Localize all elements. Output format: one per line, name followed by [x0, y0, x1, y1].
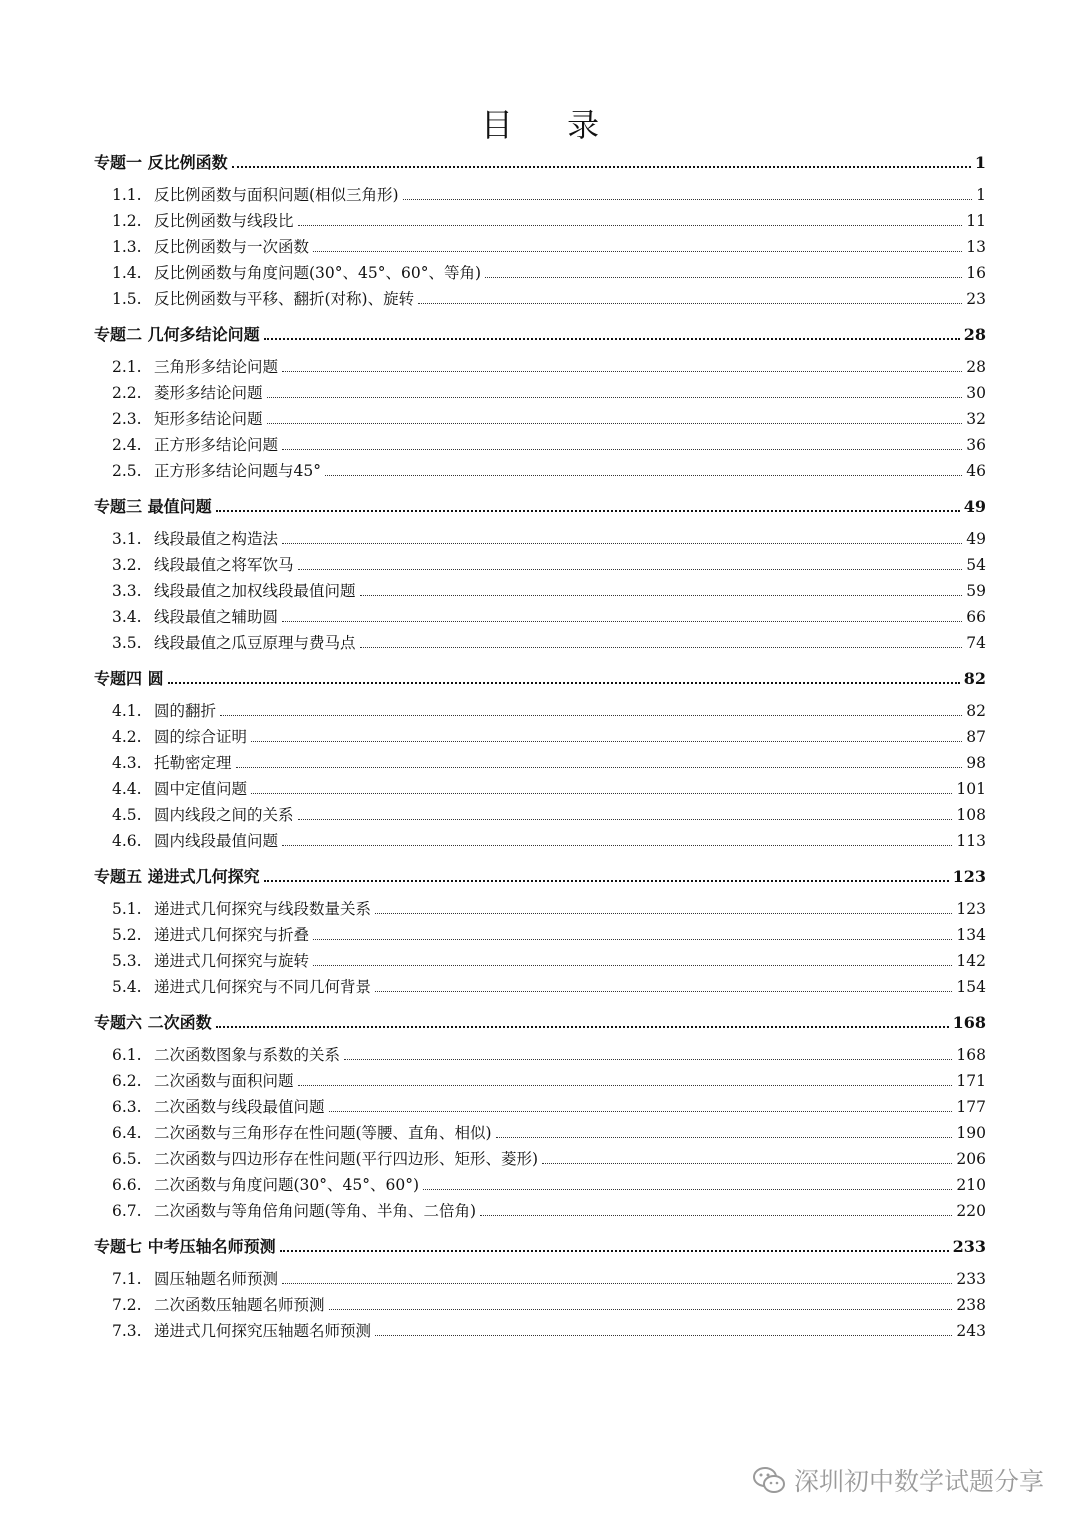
- toc-item-number: 7.3.: [112, 1322, 142, 1340]
- toc-item[interactable]: [94, 458, 986, 484]
- toc-item-number: 2.2.: [112, 384, 142, 402]
- toc-item[interactable]: [94, 234, 986, 260]
- toc-item[interactable]: [94, 182, 986, 208]
- toc-item-page: 123: [956, 900, 986, 918]
- toc-item-title: 线段最值之加权线段最值问题: [154, 582, 356, 600]
- toc-item-number: 3.1.: [112, 530, 142, 548]
- toc-item-number: 6.1.: [112, 1046, 142, 1064]
- toc-item-page: 168: [956, 1046, 986, 1064]
- toc-item-page: 108: [956, 806, 986, 824]
- toc-leader-dots: [375, 1335, 952, 1336]
- toc-item[interactable]: [94, 974, 986, 1000]
- toc-item-number: 4.2.: [112, 728, 142, 746]
- toc-item-number: 6.7.: [112, 1202, 142, 1220]
- toc-section-title: 专题七 中考压轴名师预测: [94, 1237, 276, 1256]
- toc-leader-dots: [298, 819, 953, 820]
- toc-item-page: 66: [966, 608, 986, 626]
- toc-leader-dots: [298, 225, 963, 226]
- toc-item-page: 87: [966, 728, 986, 746]
- toc-item-title: 圆的翻折: [154, 702, 217, 720]
- toc-item-number: 3.2.: [112, 556, 142, 574]
- toc-item[interactable]: [94, 208, 986, 234]
- toc-item-title: 线段最值之将军饮马: [154, 556, 294, 574]
- toc-item-title: 递进式几何探究与线段数量关系: [154, 900, 372, 918]
- toc-item-page: 134: [956, 926, 986, 944]
- toc-item-number: 1.1.: [112, 186, 142, 204]
- toc-leader-dots: [298, 1085, 953, 1086]
- toc-item-page: 113: [956, 832, 986, 850]
- toc-item-title: 二次函数与角度问题(30°、45°、60°): [154, 1176, 420, 1194]
- toc-item-title: 递进式几何探究与旋转: [154, 952, 310, 970]
- toc-section-title: 专题四 圆: [94, 669, 164, 688]
- toc-item[interactable]: [94, 1172, 986, 1198]
- toc-item-page: 220: [956, 1202, 986, 1220]
- toc-item-title: 矩形多结论问题: [154, 410, 263, 428]
- toc-section-title: 专题六 二次函数: [94, 1013, 212, 1032]
- toc-leader-dots: [423, 1189, 952, 1190]
- toc-item[interactable]: [94, 802, 986, 828]
- toc-section-page: 233: [952, 1237, 986, 1256]
- toc-item-number: 2.5.: [112, 462, 142, 480]
- toc-section[interactable]: [94, 1234, 986, 1260]
- toc-leader-dots: [313, 965, 952, 966]
- toc-section-title: 专题二 几何多结论问题: [94, 325, 260, 344]
- toc-leader-dots: [251, 793, 952, 794]
- toc-item-title: 反比例函数与平移、翻折(对称)、旋转: [154, 290, 415, 308]
- toc-leader-dots: [282, 621, 962, 622]
- toc-item-title: 二次函数与线段最值问题: [154, 1098, 325, 1116]
- watermark: [752, 1462, 1044, 1498]
- toc-item[interactable]: [94, 286, 986, 312]
- toc-item-page: 16: [966, 264, 986, 282]
- toc-item-page: 28: [966, 358, 986, 376]
- toc-item[interactable]: [94, 406, 986, 432]
- toc-item-page: 238: [956, 1296, 986, 1314]
- toc-section-title: 专题一 反比例函数: [94, 153, 228, 172]
- toc-item-number: 4.4.: [112, 780, 142, 798]
- toc-item-title: 三角形多结论问题: [154, 358, 279, 376]
- toc-item-page: 46: [966, 462, 986, 480]
- watermark-text: 深圳初中数学试题分享: [793, 1467, 1044, 1496]
- toc-item-page: 54: [966, 556, 986, 574]
- toc-item-page: 154: [956, 978, 986, 996]
- toc-item[interactable]: [94, 698, 986, 724]
- toc-item-title: 正方形多结论问题与45°: [154, 462, 321, 480]
- toc-leader-dots: [375, 991, 952, 992]
- toc-leader-dots: [360, 595, 963, 596]
- toc-item-number: 5.2.: [112, 926, 142, 944]
- toc-item[interactable]: [94, 354, 986, 380]
- toc-item-page: 206: [956, 1150, 986, 1168]
- toc-leader-dots: [325, 475, 962, 476]
- toc-item-title: 圆压轴题名师预测: [154, 1270, 279, 1288]
- toc-item[interactable]: [94, 1318, 986, 1344]
- toc-item[interactable]: [94, 1094, 986, 1120]
- toc-item-number: 4.5.: [112, 806, 142, 824]
- toc-leader-dots: [298, 569, 963, 570]
- toc-item-page: 243: [956, 1322, 986, 1340]
- toc-item[interactable]: [94, 1120, 986, 1146]
- toc-item-page: 13: [966, 238, 986, 256]
- toc-item-page: 98: [966, 754, 986, 772]
- toc-section-page: 28: [963, 325, 986, 344]
- toc-item-page: 101: [956, 780, 986, 798]
- toc-item-page: 142: [956, 952, 986, 970]
- wechat-icon: [752, 1466, 786, 1494]
- toc-leader-dots: [403, 199, 973, 200]
- toc-item[interactable]: [94, 630, 986, 656]
- toc-leader-dots: [485, 277, 962, 278]
- toc-item[interactable]: [94, 380, 986, 406]
- toc-item-page: 1: [976, 186, 986, 204]
- toc-item-number: 5.1.: [112, 900, 142, 918]
- toc-item[interactable]: [94, 948, 986, 974]
- toc-item-number: 6.4.: [112, 1124, 142, 1142]
- toc-leader-dots: [480, 1215, 952, 1216]
- toc-leader-dots: [264, 338, 960, 340]
- toc-leader-dots: [220, 715, 962, 716]
- toc-item-page: 74: [966, 634, 986, 652]
- toc-item[interactable]: [94, 1266, 986, 1292]
- toc-leader-dots: [329, 1309, 953, 1310]
- toc-item-title: 线段最值之辅助圆: [154, 608, 279, 626]
- toc-leader-dots: [216, 510, 960, 512]
- toc-item[interactable]: [94, 922, 986, 948]
- toc-item-title: 正方形多结论问题: [154, 436, 279, 454]
- toc-item[interactable]: [94, 1292, 986, 1318]
- toc-item[interactable]: [94, 1068, 986, 1094]
- toc-leader-dots: [251, 741, 962, 742]
- toc-leader-dots: [542, 1163, 952, 1164]
- toc-item-title: 二次函数与四边形存在性问题(平行四边形、矩形、菱形): [154, 1150, 539, 1168]
- toc-item-title: 反比例函数与一次函数: [154, 238, 310, 256]
- toc-item-number: 6.2.: [112, 1072, 142, 1090]
- toc-section[interactable]: [94, 150, 986, 176]
- toc-item-title: 反比例函数与面积问题(相似三角形): [154, 186, 399, 204]
- toc-item[interactable]: [94, 604, 986, 630]
- toc-item-title: 圆的综合证明: [154, 728, 248, 746]
- toc-item-title: 二次函数图象与系数的关系: [154, 1046, 341, 1064]
- toc-item[interactable]: [94, 552, 986, 578]
- toc-item-number: 5.3.: [112, 952, 142, 970]
- toc-item-title: 递进式几何探究压轴题名师预测: [154, 1322, 372, 1340]
- toc-item-title: 二次函数与面积问题: [154, 1072, 294, 1090]
- toc-item-title: 菱形多结论问题: [154, 384, 263, 402]
- toc-item-page: 190: [956, 1124, 986, 1142]
- page-title: 目 录: [480, 106, 622, 144]
- toc-leader-dots: [280, 1250, 949, 1252]
- toc-section[interactable]: [94, 1010, 986, 1036]
- toc-leader-dots: [360, 647, 963, 648]
- toc-item[interactable]: [94, 1042, 986, 1068]
- toc-item-page: 233: [956, 1270, 986, 1288]
- toc-section-title: 专题五 递进式几何探究: [94, 867, 260, 886]
- toc-item-number: 7.1.: [112, 1270, 142, 1288]
- toc-leader-dots: [282, 543, 962, 544]
- toc-leader-dots: [264, 880, 949, 882]
- toc-section[interactable]: [94, 494, 986, 520]
- toc-item-page: 23: [966, 290, 986, 308]
- toc-item-title: 线段最值之瓜豆原理与费马点: [154, 634, 356, 652]
- toc-item-page: 210: [956, 1176, 986, 1194]
- toc-section-page: 123: [952, 867, 986, 886]
- toc-item-number: 4.3.: [112, 754, 142, 772]
- toc-item[interactable]: [94, 724, 986, 750]
- toc-leader-dots: [282, 1283, 952, 1284]
- toc-item-title: 反比例函数与线段比: [154, 212, 294, 230]
- toc-item-page: 30: [966, 384, 986, 402]
- toc-item-number: 1.3.: [112, 238, 142, 256]
- toc-item-title: 递进式几何探究与折叠: [154, 926, 310, 944]
- toc-item-title: 圆中定值问题: [154, 780, 248, 798]
- toc-leader-dots: [236, 767, 963, 768]
- table-of-contents: [94, 150, 986, 1344]
- toc-section[interactable]: [94, 864, 986, 890]
- toc-item[interactable]: [94, 1146, 986, 1172]
- toc-item-number: 1.2.: [112, 212, 142, 230]
- toc-section-page: 1: [974, 153, 986, 172]
- toc-section-title: 专题三 最值问题: [94, 497, 212, 516]
- toc-section-page: 82: [963, 669, 986, 688]
- toc-item-title: 递进式几何探究与不同几何背景: [154, 978, 372, 996]
- toc-item[interactable]: [94, 828, 986, 854]
- toc-item[interactable]: [94, 260, 986, 286]
- toc-item-number: 2.3.: [112, 410, 142, 428]
- toc-item-title: 二次函数压轴题名师预测: [154, 1296, 325, 1314]
- toc-item-page: 11: [966, 212, 986, 230]
- toc-item-page: 177: [956, 1098, 986, 1116]
- toc-section[interactable]: [94, 666, 986, 692]
- toc-item-page: 82: [966, 702, 986, 720]
- toc-item-number: 5.4.: [112, 978, 142, 996]
- toc-item-number: 4.1.: [112, 702, 142, 720]
- toc-leader-dots: [313, 251, 962, 252]
- toc-leader-dots: [267, 423, 963, 424]
- toc-item-number: 2.4.: [112, 436, 142, 454]
- toc-item[interactable]: [94, 1198, 986, 1224]
- toc-leader-dots: [267, 397, 963, 398]
- toc-item-number: 6.5.: [112, 1150, 142, 1168]
- toc-item[interactable]: [94, 750, 986, 776]
- toc-leader-dots: [282, 845, 952, 846]
- toc-item-number: 7.2.: [112, 1296, 142, 1314]
- toc-item-title: 二次函数与等角倍角问题(等角、半角、二倍角): [154, 1202, 477, 1220]
- toc-item[interactable]: [94, 896, 986, 922]
- toc-leader-dots: [232, 166, 971, 168]
- toc-item-number: 4.6.: [112, 832, 142, 850]
- toc-leader-dots: [168, 682, 960, 684]
- toc-section-page: 49: [963, 497, 986, 516]
- toc-leader-dots: [344, 1059, 952, 1060]
- toc-item-number: 3.3.: [112, 582, 142, 600]
- toc-leader-dots: [496, 1137, 953, 1138]
- toc-leader-dots: [375, 913, 952, 914]
- toc-item[interactable]: [94, 578, 986, 604]
- toc-item[interactable]: [94, 776, 986, 802]
- toc-item-page: 49: [966, 530, 986, 548]
- toc-leader-dots: [282, 371, 962, 372]
- toc-section-page: 168: [952, 1013, 986, 1032]
- toc-item-title: 二次函数与三角形存在性问题(等腰、直角、相似): [154, 1124, 492, 1142]
- toc-item-page: 171: [956, 1072, 986, 1090]
- toc-item-title: 圆内线段最值问题: [154, 832, 279, 850]
- toc-item-title: 线段最值之构造法: [154, 530, 279, 548]
- toc-item-number: 1.4.: [112, 264, 142, 282]
- toc-item-title: 圆内线段之间的关系: [154, 806, 294, 824]
- toc-section[interactable]: [94, 322, 986, 348]
- toc-item-page: 59: [966, 582, 986, 600]
- toc-item-number: 6.6.: [112, 1176, 142, 1194]
- toc-item-number: 2.1.: [112, 358, 142, 376]
- toc-leader-dots: [329, 1111, 953, 1112]
- toc-item-title: 托勒密定理: [154, 754, 232, 772]
- toc-item-page: 32: [966, 410, 986, 428]
- toc-leader-dots: [282, 449, 962, 450]
- toc-item-number: 3.5.: [112, 634, 142, 652]
- toc-leader-dots: [313, 939, 952, 940]
- toc-item-number: 1.5.: [112, 290, 142, 308]
- toc-item-title: 反比例函数与角度问题(30°、45°、60°、等角): [154, 264, 482, 282]
- toc-item-page: 36: [966, 436, 986, 454]
- toc-item[interactable]: [94, 432, 986, 458]
- toc-item-number: 3.4.: [112, 608, 142, 626]
- toc-leader-dots: [216, 1026, 949, 1028]
- toc-leader-dots: [418, 303, 962, 304]
- toc-item[interactable]: [94, 526, 986, 552]
- toc-item-number: 6.3.: [112, 1098, 142, 1116]
